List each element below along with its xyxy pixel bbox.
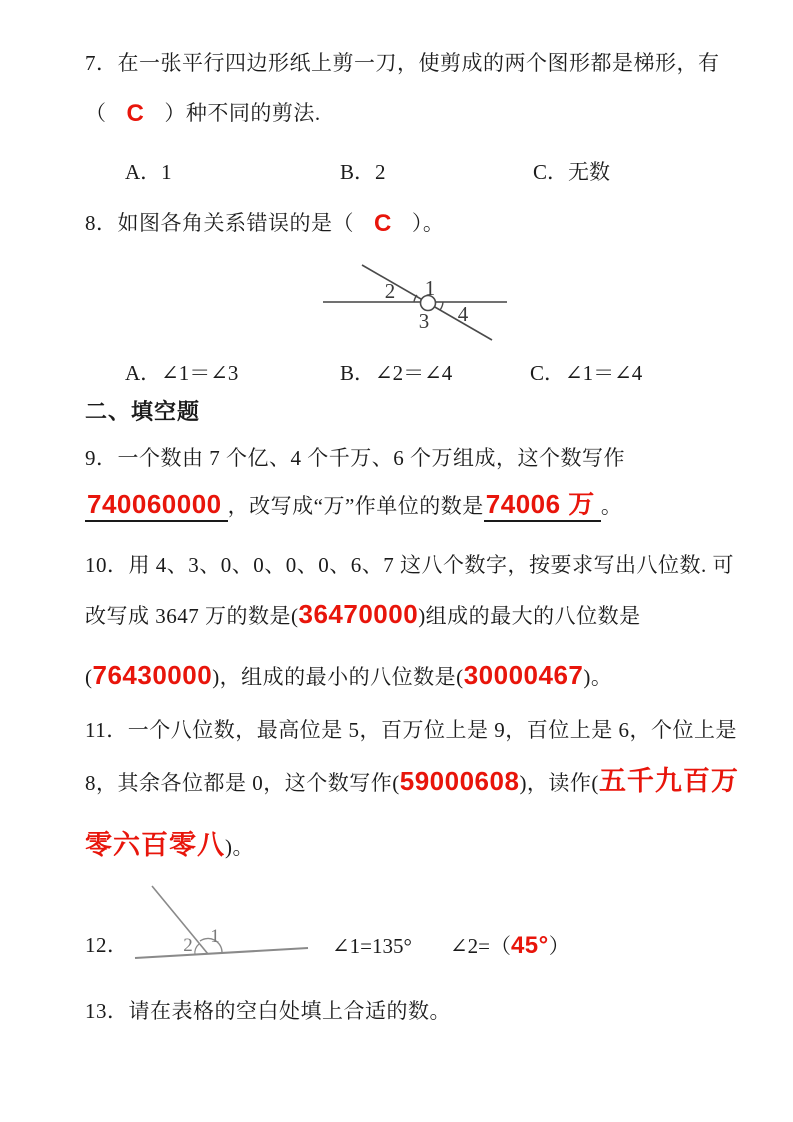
- q11-answer-number: 59000608: [399, 766, 520, 796]
- q12-angle1-value: ∠1=135°: [332, 934, 412, 958]
- q13-line1: 13．请在表格的空白处填上合适的数。: [85, 999, 451, 1023]
- q10-l2a: 改写成 3647 万的数是(: [85, 604, 299, 628]
- q7-answer: C: [126, 100, 145, 127]
- q7-paren-close: ）: [164, 101, 186, 125]
- q11-answer-reading-part2: 零六百零八: [85, 830, 225, 860]
- q11-l2b: )，读作(: [519, 771, 599, 795]
- q8-label-angle2: 2: [384, 279, 396, 303]
- q12-number: 12．: [85, 933, 129, 957]
- q12-answer: 45°: [510, 932, 549, 959]
- q10-line2: [85, 597, 641, 633]
- q10-line1: 10．用 4、3、0、0、0、0、6、7 这八个数字，按要求写出八位数. 可: [85, 553, 734, 577]
- q9-answer2: 74006 万: [484, 489, 601, 522]
- q12-angle2-value: [450, 931, 570, 961]
- q11-l2a: 8，其余各位都是 0，这个数写作(: [85, 771, 400, 795]
- q12-label-angle2: 2: [183, 935, 193, 956]
- q7-option-c: C．无数: [533, 160, 611, 184]
- q11-line3: [85, 826, 254, 866]
- q8-question: [85, 208, 444, 239]
- q9-answer1: 740060000: [85, 489, 228, 522]
- q11-line2: [85, 763, 739, 801]
- q10-l3a: (: [85, 665, 93, 689]
- q9-line1: 9．一个数由 7 个亿、4 个千万、6 个万组成，这个数写作: [85, 446, 625, 470]
- q8-pre: 8．如图各角关系错误的是（: [85, 211, 354, 235]
- q7-line2: [85, 98, 321, 129]
- q7-line2-rest: 种不同的剪法.: [185, 101, 321, 125]
- q11-line1: 11．一个八位数，最高位是 5，百万位上是 9，百位上是 6，个位上是: [85, 718, 737, 742]
- q12-angle-diagram: [126, 880, 316, 965]
- q11-answer-reading-part1: 五千九百万: [598, 766, 739, 796]
- q10-answer3: 30000467: [463, 660, 584, 690]
- q10-line3: [85, 658, 612, 694]
- q10-answer2: 76430000: [92, 660, 213, 690]
- q8-option-c: C．∠1＝∠4: [530, 361, 643, 385]
- q7-option-b: B．2: [340, 160, 386, 184]
- q9-end: 。: [600, 494, 623, 518]
- q9-mid: ，改写成“万”作单位的数是: [227, 494, 484, 518]
- section2-title: 二、填空题: [85, 399, 201, 424]
- q12-label-angle1: 1: [210, 926, 220, 947]
- q8-angles-diagram: [318, 253, 512, 348]
- q8-option-a: A．∠1＝∠3: [125, 361, 239, 385]
- q9-line2: [85, 486, 622, 524]
- q11-l3b: )。: [225, 835, 254, 859]
- q7-line1: 7．在一张平行四边形纸上剪一刀，使剪成的两个图形都是梯形，有: [85, 51, 720, 75]
- q8-label-angle4: 4: [457, 302, 469, 326]
- q7-paren-open: （: [85, 101, 107, 125]
- q10-l3c: )。: [583, 665, 613, 689]
- q8-post: ）。: [411, 211, 445, 235]
- q7-option-a: A．1: [125, 160, 172, 184]
- q8-angle4-arc: [440, 302, 443, 310]
- q10-l2b: )组成的最大的八位数是: [418, 604, 641, 628]
- q8-option-b: B．∠2＝∠4: [340, 361, 453, 385]
- q8-answer: C: [374, 210, 392, 237]
- q8-label-angle1: 1: [424, 276, 436, 300]
- q8-label-angle3: 3: [418, 309, 430, 333]
- q10-l3b: )，组成的最小的八位数是(: [212, 665, 464, 689]
- q10-answer1: 36470000: [298, 599, 419, 629]
- q12-angle2-pre: ∠2=（: [450, 934, 511, 958]
- q12-angle2-post: ）: [548, 934, 570, 958]
- q12-ray: [152, 886, 208, 954]
